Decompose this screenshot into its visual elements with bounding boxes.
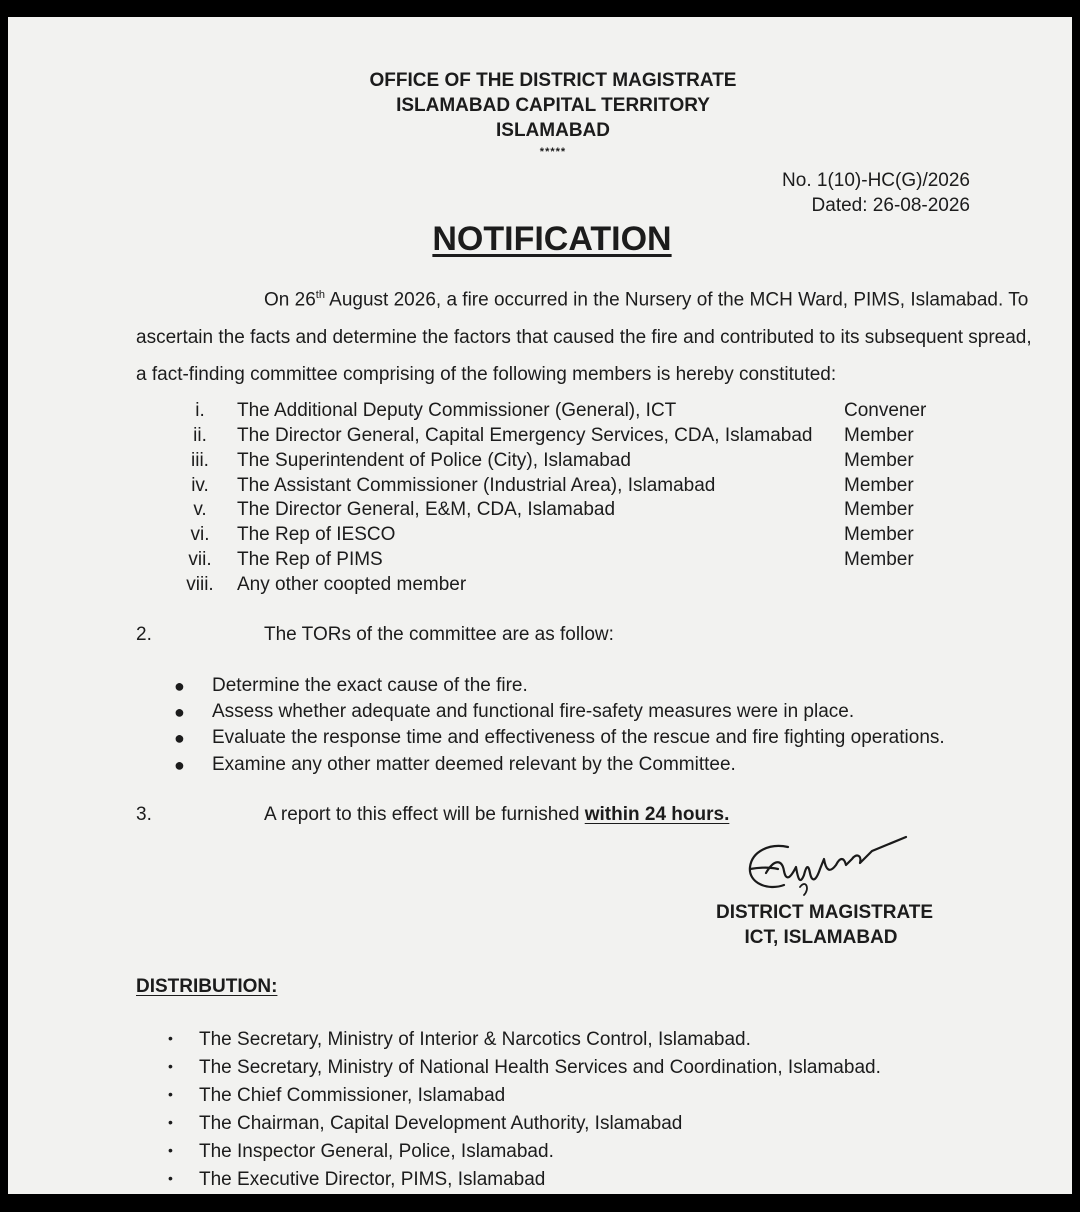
- bullet-icon: ●: [174, 676, 185, 696]
- reference-date: Dated: 26-08-2026: [811, 195, 970, 216]
- bullet-icon: •: [168, 1058, 173, 1074]
- signatory-office: ICT, ISLAMABAD: [744, 927, 898, 948]
- tor-item: Examine any other matter deemed relevant by the Committee.: [212, 754, 736, 775]
- reference-number: No. 1(10)-HC(G)/2026: [782, 170, 970, 191]
- intro-line-1: [264, 289, 1028, 311]
- section-3-body: A report to this effect will be furnished: [264, 804, 585, 825]
- member-name: Any other coopted member: [237, 574, 467, 595]
- bullet-icon: ●: [174, 755, 185, 775]
- member-role: Member: [844, 499, 914, 520]
- deadline-emphasis: within 24 hours.: [584, 804, 730, 825]
- member-role: Member: [844, 524, 914, 545]
- distribution-item: The Inspector General, Police, Islamabad.: [199, 1141, 554, 1162]
- member-name: The Rep of PIMS: [237, 549, 383, 570]
- bullet-icon: ●: [174, 702, 185, 722]
- intro-line-2: ascertain the facts and determine the factors that caused the fire and contributed to its subsequent spread,: [136, 327, 1032, 348]
- bullet-icon: •: [168, 1030, 173, 1046]
- member-role: Member: [844, 425, 914, 446]
- territory-name: ISLAMABAD CAPITAL TERRITORY: [396, 95, 710, 116]
- distribution-item: The Chairman, Capital Development Authority, Islamabad: [199, 1113, 683, 1134]
- office-name: OFFICE OF THE DISTRICT MAGISTRATE: [369, 70, 737, 91]
- member-name: The Rep of IESCO: [237, 524, 396, 545]
- member-name: The Assistant Commissioner (Industrial Area), Islamabad: [237, 475, 716, 496]
- member-role: Member: [844, 450, 914, 471]
- member-role: Convener: [844, 400, 927, 421]
- member-name: The Superintendent of Police (City), Islamabad: [237, 450, 631, 471]
- bullet-icon: •: [168, 1114, 173, 1130]
- intro-line-1-rest: August 2026, a fire occurred in the Nursery of the MCH Ward, PIMS, Islamabad. To: [324, 289, 1029, 311]
- intro-date-prefix: On 26: [264, 289, 316, 311]
- member-name: The Director General, E&M, CDA, Islamabad: [237, 499, 616, 520]
- member-numeral: viii.: [186, 574, 214, 595]
- city-name: ISLAMABAD: [496, 120, 610, 141]
- member-numeral: vi.: [190, 524, 210, 545]
- section-3-text: [264, 804, 729, 826]
- member-name: The Additional Deputy Commissioner (General), ICT: [237, 400, 677, 421]
- member-role: Member: [844, 549, 914, 570]
- signature-icon: [740, 829, 910, 909]
- member-numeral: iv.: [191, 475, 209, 496]
- header-stars: *****: [539, 146, 567, 158]
- section-number: 3.: [136, 804, 152, 825]
- bullet-icon: ●: [174, 728, 185, 748]
- member-name: The Director General, Capital Emergency Services, CDA, Islamabad: [237, 425, 813, 446]
- member-numeral: v.: [193, 499, 207, 520]
- intro-date-suffix: th: [315, 289, 325, 301]
- member-numeral: vii.: [188, 549, 212, 570]
- document-page: [8, 17, 1072, 1194]
- distribution-item: The Secretary, Ministry of Interior & Narcotics Control, Islamabad.: [199, 1029, 751, 1050]
- tor-item: Determine the exact cause of the fire.: [212, 675, 528, 696]
- bullet-icon: •: [168, 1086, 173, 1102]
- distribution-item: The Chief Commissioner, Islamabad: [199, 1085, 506, 1106]
- page-title: NOTIFICATION: [432, 220, 672, 258]
- member-numeral: iii.: [191, 450, 209, 471]
- tor-item: Evaluate the response time and effectiveness of the rescue and fire fighting operations.: [212, 727, 945, 748]
- signatory-title: DISTRICT MAGISTRATE: [716, 902, 934, 923]
- distribution-item: The Executive Director, PIMS, Islamabad: [199, 1169, 546, 1190]
- member-role: Member: [844, 475, 914, 496]
- distribution-item: The Secretary, Ministry of National Health Services and Coordination, Islamabad.: [199, 1057, 881, 1078]
- bullet-icon: •: [168, 1142, 173, 1158]
- section-number: 2.: [136, 624, 152, 645]
- distribution-heading: DISTRIBUTION:: [136, 976, 278, 997]
- member-numeral: ii.: [193, 425, 207, 446]
- member-numeral: i.: [195, 400, 205, 421]
- intro-line-3: a fact-finding committee comprising of the following members is hereby constituted:: [136, 364, 837, 385]
- tor-item: Assess whether adequate and functional fire-safety measures were in place.: [212, 701, 855, 722]
- bullet-icon: •: [168, 1170, 173, 1186]
- section-2-text: The TORs of the committee are as follow:: [264, 624, 614, 645]
